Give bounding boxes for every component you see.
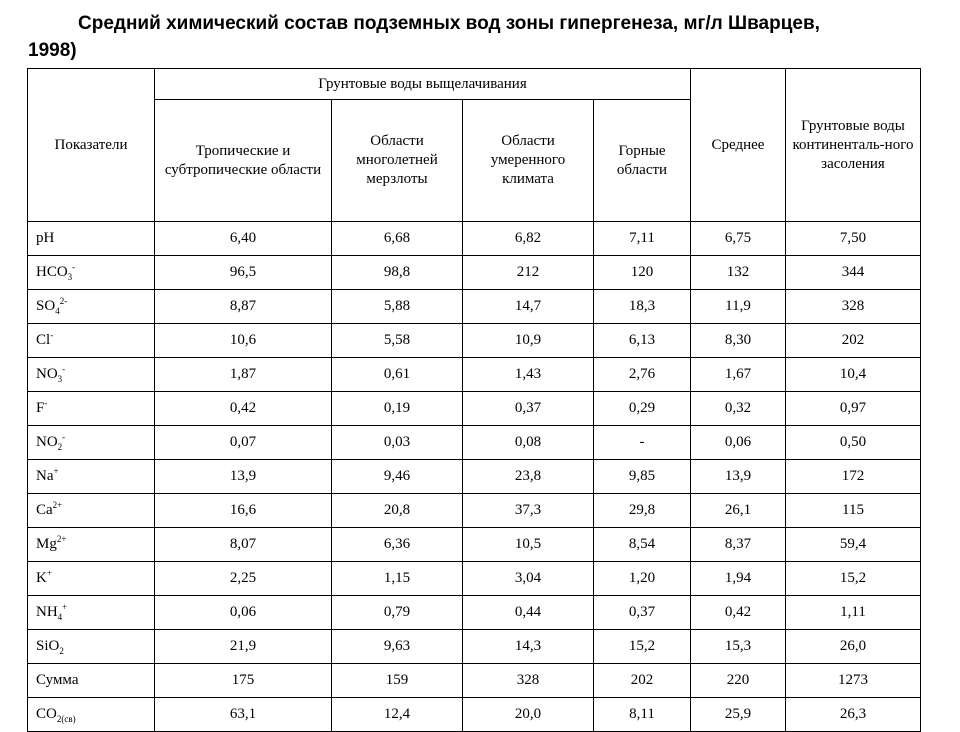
- value-cell: 11,9: [691, 290, 786, 324]
- value-cell: 212: [463, 256, 594, 290]
- value-cell: 0,32: [691, 392, 786, 426]
- value-cell: 6,82: [463, 222, 594, 256]
- formula-superscript: -: [72, 262, 76, 272]
- value-cell: 8,30: [691, 324, 786, 358]
- indicator-formula: K: [36, 570, 47, 586]
- table-row: [28, 528, 921, 562]
- value-cell: 15,2: [786, 562, 921, 596]
- header-average: Среднее: [691, 69, 786, 222]
- indicator-cell: [28, 630, 155, 664]
- value-cell: 328: [786, 290, 921, 324]
- indicator-cell: [28, 698, 155, 732]
- composition-table: [27, 68, 921, 732]
- value-cell: 0,37: [463, 392, 594, 426]
- value-cell: 5,58: [332, 324, 463, 358]
- value-cell: 8,54: [594, 528, 691, 562]
- formula-subscript: 3: [57, 374, 63, 384]
- value-cell: 14,7: [463, 290, 594, 324]
- value-cell: 202: [594, 664, 691, 698]
- indicator-formula: Cl: [36, 332, 51, 348]
- formula-superscript: -: [62, 432, 66, 442]
- value-cell: 98,8: [332, 256, 463, 290]
- indicator-cell: [28, 528, 155, 562]
- value-cell: 0,29: [594, 392, 691, 426]
- formula-superscript: 2+: [56, 534, 67, 544]
- value-cell: 8,11: [594, 698, 691, 732]
- value-cell: 16,6: [155, 494, 332, 528]
- value-cell: 20,0: [463, 698, 594, 732]
- table-row: [28, 358, 921, 392]
- indicator-cell: [28, 290, 155, 324]
- formula-subscript: 2: [57, 442, 63, 452]
- indicator-formula: SO: [36, 298, 56, 314]
- table-body: [28, 222, 921, 732]
- title-line-2: 1998): [28, 40, 77, 61]
- value-cell: 29,8: [594, 494, 691, 528]
- indicator-formula: Mg: [36, 536, 57, 552]
- formula-superscript: -: [44, 398, 48, 408]
- value-cell: 15,3: [691, 630, 786, 664]
- indicator-cell: [28, 256, 155, 290]
- value-cell: 6,68: [332, 222, 463, 256]
- value-cell: 7,11: [594, 222, 691, 256]
- value-cell: 5,88: [332, 290, 463, 324]
- value-cell: 96,5: [155, 256, 332, 290]
- indicator-formula: pH: [36, 230, 55, 246]
- value-cell: 202: [786, 324, 921, 358]
- indicator-formula: CO: [36, 706, 57, 722]
- value-cell: 344: [786, 256, 921, 290]
- value-cell: 132: [691, 256, 786, 290]
- value-cell: 0,61: [332, 358, 463, 392]
- value-cell: 14,3: [463, 630, 594, 664]
- value-cell: 0,06: [155, 596, 332, 630]
- formula-superscript: +: [46, 568, 52, 578]
- value-cell: 21,9: [155, 630, 332, 664]
- indicator-cell: [28, 426, 155, 460]
- value-cell: 0,42: [155, 392, 332, 426]
- value-cell: 20,8: [332, 494, 463, 528]
- header-temperate: Области умеренного климата: [463, 100, 594, 222]
- value-cell: 159: [332, 664, 463, 698]
- value-cell: 6,13: [594, 324, 691, 358]
- value-cell: 7,50: [786, 222, 921, 256]
- value-cell: 37,3: [463, 494, 594, 528]
- value-cell: 175: [155, 664, 332, 698]
- value-cell: 1273: [786, 664, 921, 698]
- value-cell: 0,07: [155, 426, 332, 460]
- value-cell: 0,06: [691, 426, 786, 460]
- formula-superscript: 2-: [59, 296, 68, 306]
- value-cell: 1,11: [786, 596, 921, 630]
- value-cell: 26,3: [786, 698, 921, 732]
- value-cell: 10,4: [786, 358, 921, 392]
- header-tropical: Тропические и субтропические области: [155, 100, 332, 222]
- indicator-cell: [28, 392, 155, 426]
- value-cell: 15,2: [594, 630, 691, 664]
- formula-subscript: 2(св): [56, 714, 76, 724]
- table-row: [28, 290, 921, 324]
- indicator-cell: [28, 562, 155, 596]
- table-row: [28, 256, 921, 290]
- value-cell: 18,3: [594, 290, 691, 324]
- value-cell: 8,37: [691, 528, 786, 562]
- table-row: [28, 222, 921, 256]
- value-cell: 9,46: [332, 460, 463, 494]
- value-cell: 8,87: [155, 290, 332, 324]
- value-cell: 10,5: [463, 528, 594, 562]
- value-cell: 6,75: [691, 222, 786, 256]
- value-cell: 0,37: [594, 596, 691, 630]
- value-cell: 2,76: [594, 358, 691, 392]
- value-cell: 9,63: [332, 630, 463, 664]
- table-row: [28, 392, 921, 426]
- value-cell: 0,03: [332, 426, 463, 460]
- value-cell: 2,25: [155, 562, 332, 596]
- indicator-formula: HCO: [36, 264, 68, 280]
- value-cell: 0,97: [786, 392, 921, 426]
- value-cell: 12,4: [332, 698, 463, 732]
- value-cell: 120: [594, 256, 691, 290]
- indicator-cell: [28, 358, 155, 392]
- indicator-cell: [28, 222, 155, 256]
- table-row: [28, 630, 921, 664]
- formula-subscript: 4: [55, 306, 60, 316]
- formula-subscript: 2: [59, 646, 64, 656]
- value-cell: 10,6: [155, 324, 332, 358]
- indicator-formula: Сумма: [36, 672, 79, 688]
- indicator-formula: Na: [36, 468, 54, 484]
- table-row: [28, 426, 921, 460]
- header-leaching-groundwater: Грунтовые воды выщелачивания: [155, 69, 691, 100]
- value-cell: 6,36: [332, 528, 463, 562]
- formula-superscript: +: [53, 466, 59, 476]
- value-cell: 23,8: [463, 460, 594, 494]
- indicator-formula: Ca: [36, 502, 53, 518]
- formula-superscript: 2+: [52, 500, 63, 510]
- value-cell: 3,04: [463, 562, 594, 596]
- value-cell: 8,07: [155, 528, 332, 562]
- value-cell: 172: [786, 460, 921, 494]
- indicator-formula: NO: [36, 434, 58, 450]
- value-cell: 9,85: [594, 460, 691, 494]
- table-row: [28, 324, 921, 358]
- value-cell: 0,44: [463, 596, 594, 630]
- value-cell: 0,50: [786, 426, 921, 460]
- value-cell: 13,9: [155, 460, 332, 494]
- value-cell: 26,1: [691, 494, 786, 528]
- value-cell: 1,94: [691, 562, 786, 596]
- table-row: [28, 460, 921, 494]
- value-cell: 63,1: [155, 698, 332, 732]
- formula-superscript: +: [62, 602, 68, 612]
- page-title: [28, 10, 928, 64]
- header-continental-salinization: Грунтовые воды континенталь-ного засоления: [786, 69, 921, 222]
- indicator-cell: [28, 664, 155, 698]
- table-row: [28, 562, 921, 596]
- table-row: [28, 494, 921, 528]
- title-line-1: Средний химический состав подземных вод зоны гипергенеза, мг/л Шварцев,: [78, 13, 820, 34]
- indicator-formula: F: [36, 400, 45, 416]
- value-cell: 0,79: [332, 596, 463, 630]
- header-indicator: Показатели: [28, 69, 155, 222]
- value-cell: -: [594, 426, 691, 460]
- value-cell: 1,67: [691, 358, 786, 392]
- value-cell: 25,9: [691, 698, 786, 732]
- indicator-cell: [28, 596, 155, 630]
- value-cell: 6,40: [155, 222, 332, 256]
- header-mountain: Горные области: [594, 100, 691, 222]
- value-cell: 220: [691, 664, 786, 698]
- value-cell: 1,87: [155, 358, 332, 392]
- indicator-formula: SiO: [36, 638, 60, 654]
- value-cell: 0,42: [691, 596, 786, 630]
- value-cell: 115: [786, 494, 921, 528]
- value-cell: 0,19: [332, 392, 463, 426]
- formula-superscript: -: [50, 330, 54, 340]
- formula-subscript: 4: [57, 612, 63, 622]
- indicator-cell: [28, 494, 155, 528]
- indicator-cell: [28, 324, 155, 358]
- value-cell: 328: [463, 664, 594, 698]
- indicator-formula: NO: [36, 366, 58, 382]
- value-cell: 1,43: [463, 358, 594, 392]
- indicator-cell: [28, 460, 155, 494]
- table-row: [28, 698, 921, 732]
- value-cell: 1,15: [332, 562, 463, 596]
- value-cell: 1,20: [594, 562, 691, 596]
- formula-subscript: 3: [67, 272, 73, 282]
- value-cell: 13,9: [691, 460, 786, 494]
- formula-superscript: -: [62, 364, 66, 374]
- value-cell: 26,0: [786, 630, 921, 664]
- value-cell: 0,08: [463, 426, 594, 460]
- value-cell: 10,9: [463, 324, 594, 358]
- indicator-formula: NH: [36, 604, 58, 620]
- header-permafrost: Области многолетней мерзлоты: [332, 100, 463, 222]
- table-row: [28, 596, 921, 630]
- value-cell: 59,4: [786, 528, 921, 562]
- table-row: [28, 664, 921, 698]
